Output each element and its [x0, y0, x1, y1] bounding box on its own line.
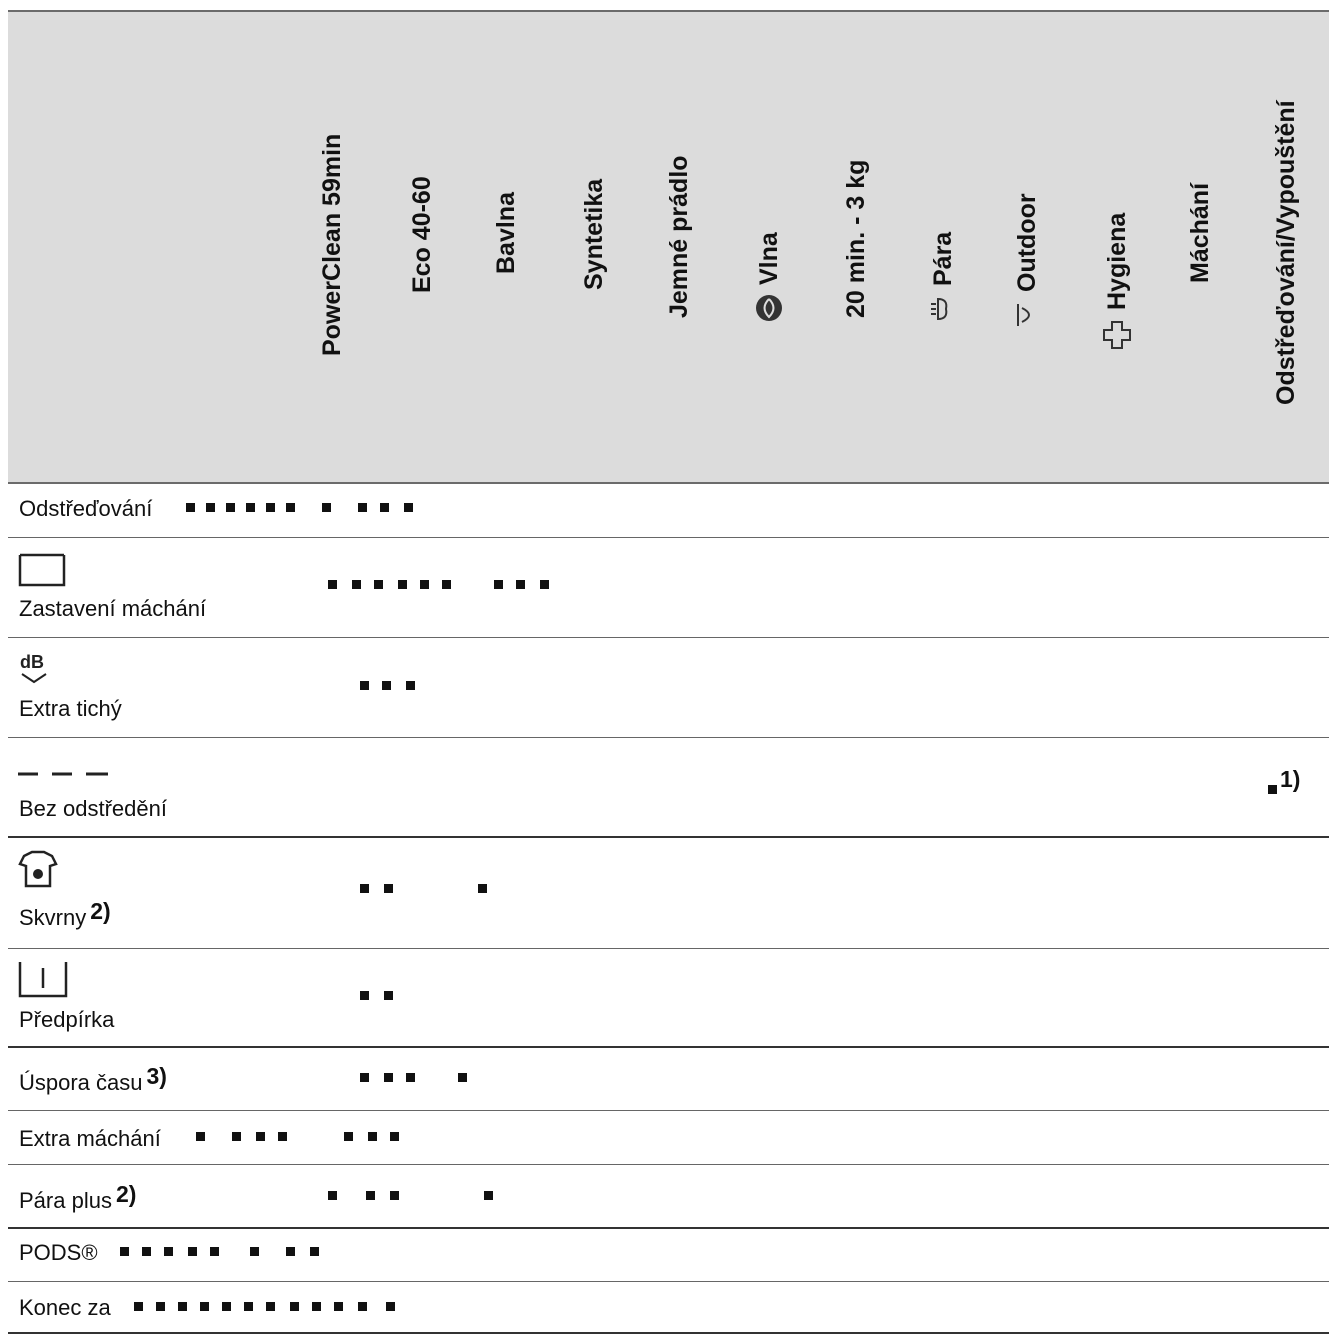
row-label-konec-za: Konec za — [19, 1295, 111, 1320]
col-header-eco: Eco 40-60 — [408, 176, 436, 293]
row-label-para-plus: Pára plus 2) — [19, 1181, 137, 1213]
hygiene-icon — [1100, 318, 1134, 352]
col-header-20min: 20 min. - 3 kg — [842, 159, 870, 318]
db-icon — [18, 650, 54, 688]
no-spin-icon — [18, 770, 110, 778]
prewash-icon — [18, 960, 70, 998]
row-label-uspora-casu: Úspora času 3) — [19, 1063, 167, 1095]
wool-icon — [754, 293, 784, 323]
svg-text:dB: dB — [20, 652, 44, 672]
row-label-skvrny: Skvrny 2) — [19, 898, 111, 930]
outdoor-icon — [1012, 300, 1042, 330]
col-header-syntetika: Syntetika — [580, 178, 608, 290]
steam-icon — [928, 294, 958, 324]
row-label-zastaveni-machani: Zastavení máchání — [19, 596, 207, 621]
col-header-bavlna: Bavlna — [492, 192, 520, 274]
col-header-outdoor: Outdoor — [1012, 193, 1042, 330]
row-label-odstredovani: Odstřeďování — [19, 496, 153, 521]
row-label-predpirka: Předpírka — [19, 1007, 115, 1032]
cell-note: 1) — [1280, 766, 1301, 792]
stain-icon — [18, 850, 58, 888]
col-header-machani: Máchání — [1186, 182, 1214, 283]
rinse-hold-icon — [18, 553, 68, 587]
col-header-jemne-pradlo: Jemné prádlo — [665, 155, 693, 318]
row-label-extra-tichy: Extra tichý — [19, 696, 122, 721]
col-header-hygiena: Hygiena — [1100, 213, 1134, 352]
col-header-vlna: Vlna — [754, 232, 784, 323]
row-label-extra-machani: Extra máchání — [19, 1126, 161, 1151]
col-header-para: Pára — [928, 232, 958, 324]
row-label-bez-odstredeni: Bez odstředění — [19, 796, 167, 821]
col-header-powerclean: PowerClean 59min — [318, 133, 346, 356]
row-label-pods: PODS® — [19, 1240, 98, 1265]
col-header-odstredovani: Odstřeďování/Vypouštění — [1272, 100, 1300, 405]
